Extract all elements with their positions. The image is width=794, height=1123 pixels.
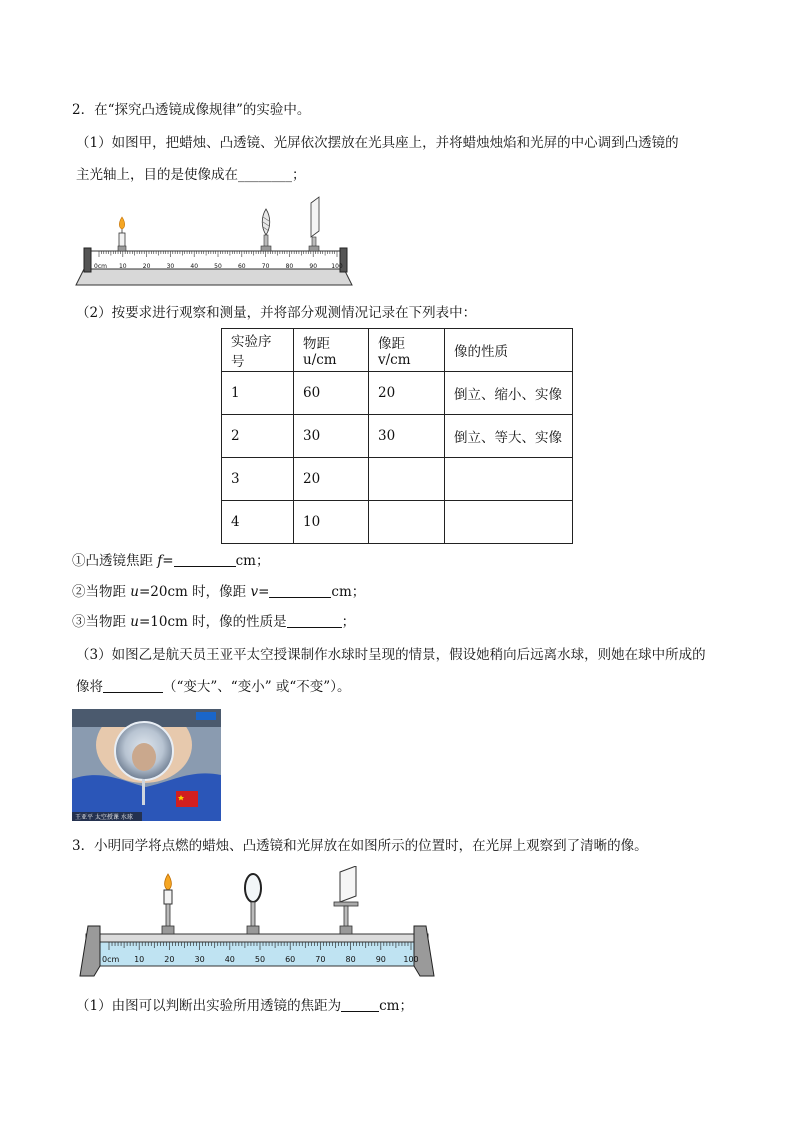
q2-part2: （2）按要求进行观察和测量，并将部分观测情况记录在下列表中： <box>76 305 477 321</box>
ruler-tick-label: 100 <box>403 955 419 964</box>
sub2-text: ②当物距 <box>72 584 131 600</box>
ruler-tick-label: 30 <box>166 263 175 270</box>
convex-lens-icon <box>261 209 271 251</box>
table-row <box>222 501 573 544</box>
optical-bench-figure-2 <box>72 866 440 982</box>
p3-pre: 像将 <box>76 679 103 695</box>
table-cell: 3 <box>222 458 294 501</box>
ruler-tick-label: 90 <box>375 955 386 964</box>
table-cell: 20 <box>369 372 445 415</box>
ruler-cm-label: 0cm <box>102 955 120 964</box>
ruler-tick-label: 100 <box>331 263 343 270</box>
answer-blank[interactable] <box>341 997 379 1012</box>
table-header-row <box>222 329 573 372</box>
optical-bench-figure-1 <box>72 195 357 291</box>
table-header: 像的性质 <box>445 329 573 372</box>
ruler-cm-label: 0cm <box>94 263 107 270</box>
light-screen-icon <box>309 197 319 251</box>
focal-length-var: f <box>157 553 163 569</box>
table-cell <box>445 501 573 544</box>
table-cell <box>369 501 445 544</box>
answer-blank[interactable] <box>287 613 342 628</box>
sub1-eq: = <box>162 553 174 569</box>
table-cell: 10 <box>294 501 369 544</box>
sub2-unit: cm； <box>331 584 366 600</box>
ruler-tick-label: 90 <box>309 263 318 270</box>
table-cell: 1 <box>222 372 294 415</box>
ruler-tick-label: 10 <box>118 263 127 270</box>
table-row <box>222 458 573 501</box>
object-distance-var: u <box>130 614 139 630</box>
ruler-tick-label: 50 <box>214 263 222 270</box>
table-cell: 4 <box>222 501 294 544</box>
ruler-tick-label: 10 <box>134 955 145 964</box>
sub1-unit: cm； <box>235 553 270 569</box>
ruler-tick-label: 80 <box>285 263 294 270</box>
observation-table <box>221 328 573 544</box>
table-row <box>222 372 573 415</box>
q2-part3-line2 <box>76 677 350 697</box>
table-cell <box>445 458 573 501</box>
q3-p1-unit: cm； <box>379 998 413 1014</box>
q3-title: 3．小明同学将点燃的蜡烛、凸透镜和光屏放在如图所示的位置时，在光屏上观察到了清晰的像。 <box>72 838 648 854</box>
candle-icon <box>162 874 174 934</box>
sub1-text: ①凸透镜焦距 <box>72 553 158 569</box>
table-header: 物距 u/cm <box>294 329 369 372</box>
sub3-end: ； <box>341 614 356 630</box>
sub2-mid: =20cm 时，像距 <box>139 584 251 600</box>
table-cell: 30 <box>294 415 369 458</box>
ruler-tick-label: 60 <box>237 263 246 270</box>
sub3-text: ③当物距 <box>72 614 131 630</box>
ruler-tick-label: 70 <box>261 263 270 270</box>
ruler-tick-label: 20 <box>142 263 151 270</box>
ruler-tick-label: 50 <box>254 955 266 964</box>
q2-sub3 <box>72 612 355 632</box>
answer-blank[interactable] <box>269 583 331 598</box>
table-cell: 20 <box>294 458 369 501</box>
table-cell: 30 <box>369 415 445 458</box>
ruler-tick-label: 40 <box>224 955 235 964</box>
q3-p1-text: （1）由图可以判断出实验所用透镜的焦距为 <box>76 998 342 1014</box>
table-cell: 2 <box>222 415 294 458</box>
ruler-tick-label: 30 <box>194 955 205 964</box>
q3-part1 <box>76 996 413 1016</box>
table-cell <box>369 458 445 501</box>
q2-sub2 <box>72 582 365 602</box>
ruler-tick-label: 80 <box>345 955 356 964</box>
light-screen-icon <box>334 866 358 934</box>
table-header: 实验序号 <box>222 329 294 372</box>
sub3-mid: =10cm 时，像的性质是 <box>139 614 287 630</box>
q2-sub1 <box>72 551 269 571</box>
answer-blank[interactable] <box>103 678 163 693</box>
ruler-tick-label: 40 <box>190 263 199 270</box>
ruler-tick-label: 20 <box>164 955 175 964</box>
q2-part1-line2: 主光轴上，目的是使像成在________； <box>76 167 306 183</box>
p3-options: （“变大”、“变小” 或“不变”）。 <box>163 679 351 695</box>
table-cell: 倒立、等大、实像 <box>445 415 573 458</box>
sub2-eq: = <box>258 584 270 600</box>
image-distance-var: v <box>250 584 259 600</box>
table-row <box>222 415 573 458</box>
convex-lens-icon <box>245 874 261 934</box>
q2-part3-line1: （3）如图乙是航天员王亚平太空授课制作水球时呈现的情景，假设她稍向后远离水球，则她在球中所成的 <box>76 647 706 663</box>
object-distance-var: u <box>130 584 139 600</box>
answer-blank[interactable] <box>174 552 236 567</box>
ruler-tick-label: 60 <box>285 955 296 964</box>
photo-caption: 王亚平 太空授课 水球 <box>75 814 133 821</box>
table-cell: 倒立、缩小、实像 <box>445 372 573 415</box>
q2-part1-line1: （1）如图甲，把蜡烛、凸透镜、光屏依次摆放在光具座上，并将蜡烛烛焰和光屏的中心调到凸透镜的 <box>76 135 679 151</box>
q2-title: 2．在“探究凸透镜成像规律”的实验中。 <box>72 102 311 118</box>
ruler-tick-label: 70 <box>315 955 326 964</box>
water-ball-photo <box>72 709 221 821</box>
table-cell: 60 <box>294 372 369 415</box>
table-header: 像距 v/cm <box>369 329 445 372</box>
